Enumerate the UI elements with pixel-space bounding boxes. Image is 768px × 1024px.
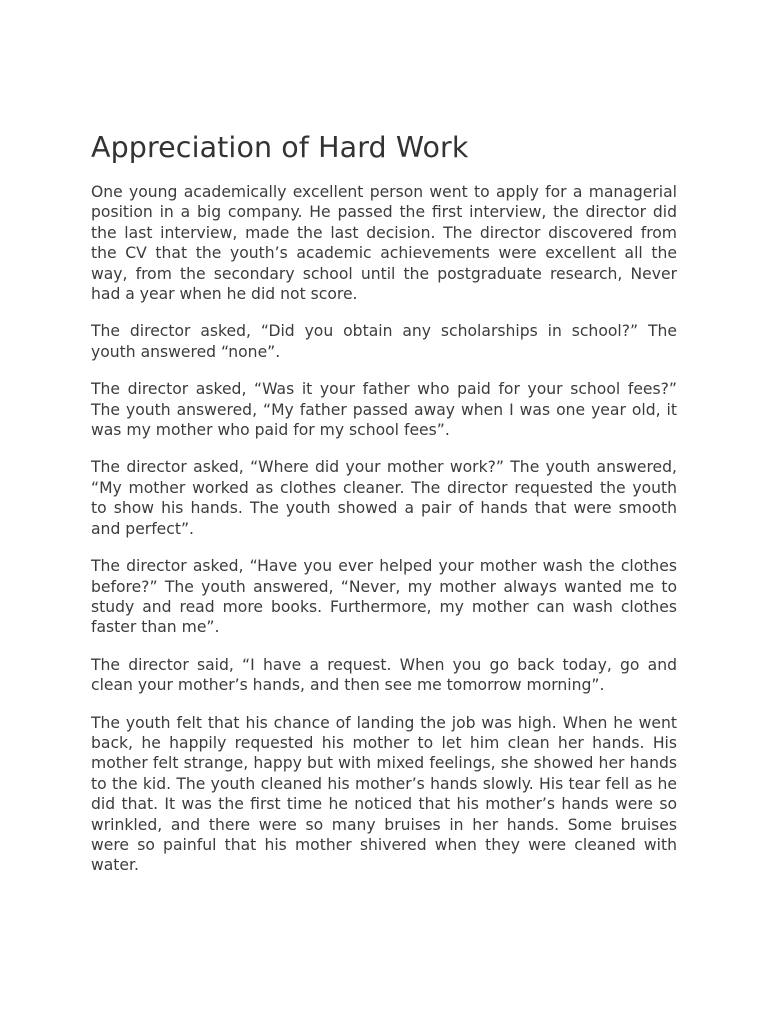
paragraph-6: The director said, “I have a request. When you go back today, go and clean your mother’s hands, and then see me tomorrow morning”. (91, 655, 677, 695)
document-title: Appreciation of Hard Work (91, 131, 469, 164)
paragraph-7: The youth felt that his chance of landing the job was high. When he went back, he happily requested his mother to let him clean her hands. His mother felt strange, happy but with mixed feelings, she showed her hands to the kid. The youth cleaned his mother’s hands slowly. His tear fell as he did that. It was the first time he noticed that his mother’s hands were so wrinkled, and there were so many bruises in her hands. Some bruises were so painful that his mother shivered when they were cleaned with water. (91, 713, 677, 875)
document-page (91, 128, 677, 893)
paragraph-1: One young academically excellent person went to apply for a managerial position in a big company. He passed the first interview, the director did the last interview, made the last decision. The director discovered from the CV that the youth’s academic achievements were excellent all the way, from the secondary school until the postgraduate research, Never had a year when he did not score. (91, 183, 677, 304)
paragraph-2: The director asked, “Did you obtain any scholarships in school?” The youth answered “none”. (91, 322, 677, 361)
paragraph-4: The director asked, “Where did your mother work?” The youth answered, “My mother worked as clothes cleaner. The director requested the youth to show his hands. The youth showed a pair of hands that were smooth and perfect”. (91, 458, 677, 538)
paragraph-5: The director asked, “Have you ever helped your mother wash the clothes before?” The youth answered, “Never, my mother always wanted me to study and read more books. Furthermore, my mother can wash clothes faster than me”. (91, 557, 677, 637)
paragraph-3: The director asked, “Was it your father who paid for your school fees?” The youth answered, “My father passed away when I was one year old, it was my mother who paid for my school fees”. (91, 380, 677, 440)
